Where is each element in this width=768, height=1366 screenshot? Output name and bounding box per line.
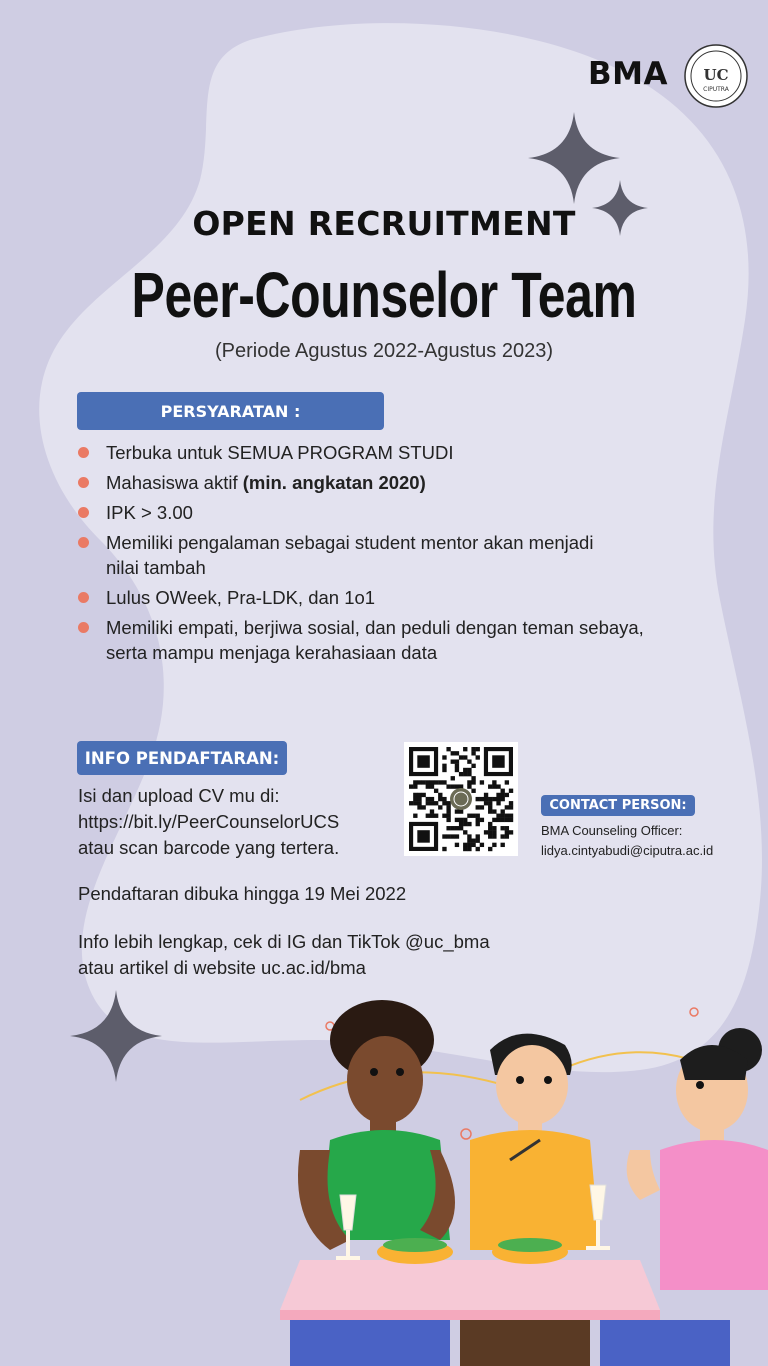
brand-logo-text: BMA — [588, 56, 668, 92]
list-item: Memiliki empati, berjiwa sosial, dan peduli dengan teman sebaya, serta mampu menjaga kerahasiaan data — [78, 615, 666, 665]
students-dining-illustration — [0, 990, 768, 1366]
requirements-label: PERSYARATAN : — [77, 392, 384, 430]
registration-info — [78, 783, 398, 861]
bullet-icon — [78, 477, 89, 488]
bullet-icon — [78, 592, 89, 603]
bullet-icon — [78, 447, 89, 458]
deadline-text: Pendaftaran dibuka hingga 19 Mei 2022 — [78, 883, 407, 904]
list-item: Terbuka untuk SEMUA PROGRAM STUDI — [78, 440, 698, 465]
social-info: Info lebih lengkap, cek di IG dan TikTok @uc_bma — [78, 931, 490, 952]
main-title: Peer-Counselor Team — [131, 259, 637, 331]
qr-code[interactable] — [404, 742, 518, 856]
contact-role: BMA Counseling Officer: — [541, 823, 683, 838]
registration-link[interactable]: https://bit.ly/PeerCounselorUCS — [78, 811, 340, 832]
registration-instruction: Isi dan upload CV mu di: — [78, 785, 280, 806]
university-seal-icon — [684, 44, 748, 108]
contact-info — [541, 821, 761, 861]
requirements-list — [78, 440, 698, 670]
list-item: IPK > 3.00 — [78, 500, 698, 525]
seal-subtext: CIPUTRA — [703, 86, 729, 93]
website-info: atau artikel di website uc.ac.id/bma — [78, 957, 366, 978]
registration-scan-note: atau scan barcode yang tertera. — [78, 837, 340, 858]
list-item: Lulus OWeek, Pra-LDK, dan 1o1 — [78, 585, 698, 610]
bullet-icon — [78, 537, 89, 548]
seal-text: UC — [703, 66, 729, 84]
contact-label: CONTACT PERSON: — [541, 795, 695, 816]
contact-email[interactable]: lidya.cintyabudi@ciputra.ac.id — [541, 843, 714, 858]
headline: OPEN RECRUITMENT — [192, 204, 576, 243]
period-text: (Periode Agustus 2022-Agustus 2023) — [215, 340, 553, 362]
bullet-icon — [78, 622, 89, 633]
bullet-icon — [78, 507, 89, 518]
list-item: Mahasiswa aktif (min. angkatan 2020) — [78, 470, 698, 495]
registration-label: INFO PENDAFTARAN: — [77, 741, 287, 775]
list-item: Memiliki pengalaman sebagai student mentor akan menjadi nilai tambah — [78, 530, 626, 580]
more-info — [78, 929, 578, 981]
